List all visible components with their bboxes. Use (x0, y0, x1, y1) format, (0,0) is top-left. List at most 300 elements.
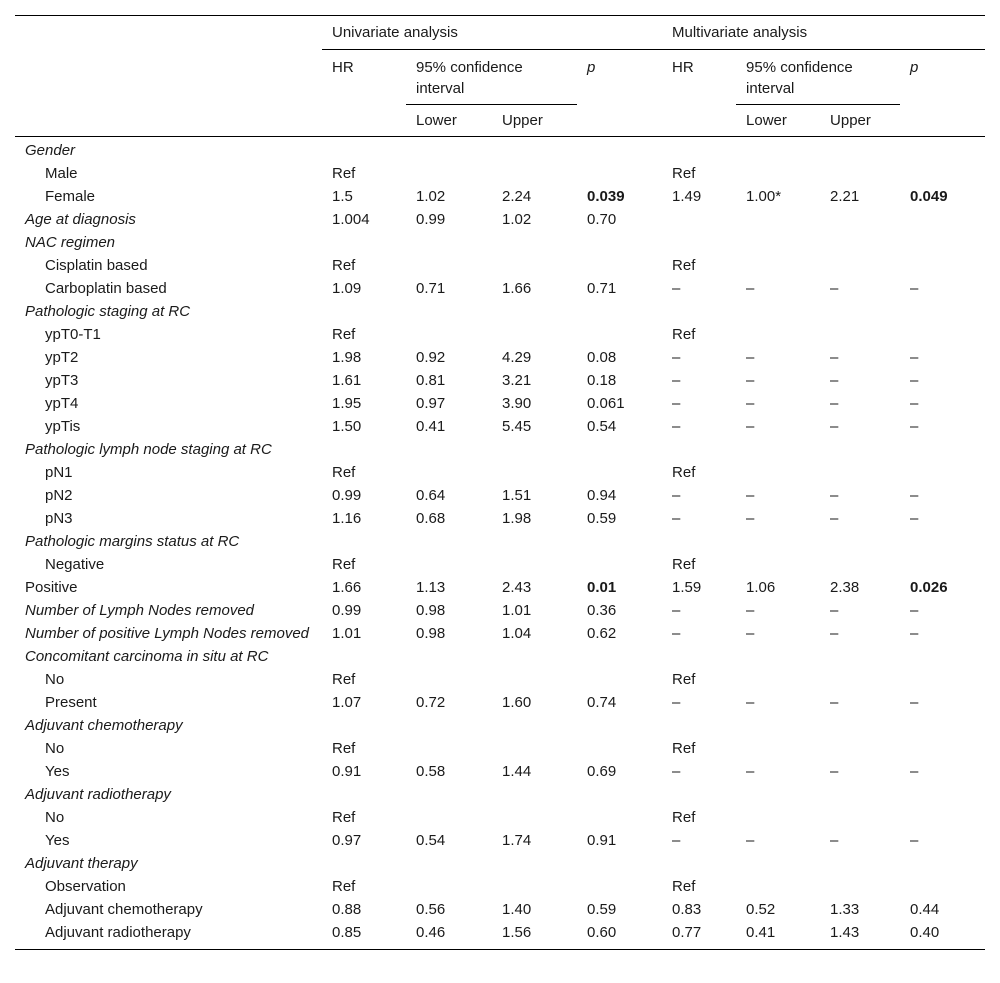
row-label: pN2 (45, 487, 73, 504)
multivariate-p-cell: – (910, 625, 919, 642)
section-row (15, 300, 985, 323)
multivariate-upper-cell (820, 668, 900, 691)
univariate-hr-cell (322, 530, 406, 553)
multivariate-hr-cell: – (672, 349, 681, 366)
multivariate-p-cell: – (910, 349, 919, 366)
multivariate-p-cell (900, 737, 985, 760)
row-label: Adjuvant chemotherapy (45, 901, 203, 918)
univariate-p-header: p (577, 50, 662, 137)
univariate-hr-cell: 1.98 (332, 349, 362, 366)
multivariate-hr-cell: – (672, 510, 681, 527)
row-label: ypT4 (45, 395, 79, 412)
multivariate-p-cell (900, 852, 985, 875)
univariate-p-cell (577, 875, 662, 898)
univariate-p-cell (577, 806, 662, 829)
multivariate-upper-cell: – (830, 418, 839, 435)
section-row (15, 231, 985, 254)
multivariate-hr-cell: 0.77 (662, 921, 736, 950)
row-label: Carboplatin based (45, 280, 167, 297)
row-label: Female (45, 188, 96, 205)
univariate-p-cell (577, 137, 662, 163)
univariate-lower-cell (406, 162, 492, 185)
table-row (15, 737, 985, 760)
multivariate-hr-cell: Ref (672, 740, 696, 757)
univariate-lower-cell (406, 553, 492, 576)
multivariate-lower-cell (736, 806, 820, 829)
multivariate-p-cell (900, 300, 985, 323)
table-row (15, 507, 985, 530)
univariate-lower-cell: 0.98 (416, 602, 446, 619)
univariate-upper-cell (492, 783, 577, 806)
multivariate-lower-cell (736, 300, 820, 323)
univariate-hr-cell: 0.99 (332, 602, 362, 619)
univariate-p-cell: 0.94 (587, 487, 617, 504)
multivariate-lower-cell: – (746, 349, 755, 366)
multivariate-lower-cell (736, 137, 820, 163)
multivariate-lower-cell (736, 162, 820, 185)
row-label: Yes (45, 763, 70, 780)
univariate-p-cell: 0.01 (587, 579, 617, 596)
multivariate-p-cell: – (910, 694, 919, 711)
section-label: Adjuvant radiotherapy (25, 786, 171, 803)
multivariate-p-cell: – (910, 395, 919, 412)
multivariate-upper-cell: – (830, 832, 839, 849)
multivariate-upper-cell (820, 461, 900, 484)
univariate-upper-cell: 2.24 (502, 188, 532, 205)
multivariate-hr-cell: 1.49 (672, 188, 702, 205)
row-label: Negative (45, 556, 105, 573)
multivariate-header: Multivariate analysis (662, 16, 985, 50)
univariate-ci-header: 95% confidence interval (406, 50, 577, 105)
multivariate-upper-cell (820, 231, 900, 254)
univariate-hr-cell: Ref (332, 740, 356, 757)
multivariate-ci-header: 95% confidence interval (736, 50, 900, 105)
univariate-upper-cell (492, 668, 577, 691)
univariate-upper-cell (492, 806, 577, 829)
univariate-lower-cell: 0.71 (416, 280, 446, 297)
multivariate-hr-cell: – (672, 625, 681, 642)
univariate-p-cell (577, 254, 662, 277)
table-row (15, 461, 985, 484)
univariate-upper-cell: 1.60 (502, 694, 532, 711)
section-label: Adjuvant therapy (25, 855, 138, 872)
section-row (15, 137, 985, 163)
univariate-p-cell: 0.18 (587, 372, 617, 389)
multivariate-upper-cell: 1.33 (830, 901, 860, 918)
multivariate-p-cell: 0.44 (910, 901, 940, 918)
univariate-lower-cell: 1.02 (416, 188, 446, 205)
row-label: Cisplatin based (45, 257, 148, 274)
section-label: Pathologic staging at RC (25, 303, 191, 320)
multivariate-lower-cell (736, 231, 820, 254)
multivariate-lower-cell: – (746, 763, 755, 780)
multivariate-hr-cell (662, 300, 736, 323)
multivariate-upper-cell: – (830, 510, 839, 527)
multivariate-upper-cell (820, 254, 900, 277)
multivariate-p-cell: – (910, 372, 919, 389)
univariate-hr-cell: Ref (332, 878, 356, 895)
multivariate-upper-cell: – (830, 280, 839, 297)
multivariate-hr-header: HR (662, 50, 736, 137)
univariate-p-cell (577, 645, 662, 668)
univariate-upper-cell (492, 553, 577, 576)
multivariate-lower-cell: – (746, 694, 755, 711)
univariate-upper-cell: 1.40 (502, 901, 532, 918)
multivariate-lower-cell: 0.52 (746, 901, 776, 918)
univariate-p-cell (577, 162, 662, 185)
univariate-upper-cell: 1.02 (502, 211, 532, 228)
univariate-lower-cell (406, 530, 492, 553)
multivariate-lower-cell (736, 668, 820, 691)
univariate-hr-cell: 1.50 (332, 418, 362, 435)
multivariate-upper-cell (820, 300, 900, 323)
row-label: Adjuvant radiotherapy (15, 921, 322, 950)
multivariate-upper-cell (820, 737, 900, 760)
univariate-hr-cell: 1.01 (332, 625, 362, 642)
univariate-hr-cell: 1.07 (332, 694, 362, 711)
multivariate-lower-cell (736, 530, 820, 553)
univariate-p-cell (577, 668, 662, 691)
row-label: Yes (45, 832, 70, 849)
univariate-hr-cell: Ref (332, 809, 356, 826)
multivariate-upper-cell (820, 852, 900, 875)
multivariate-lower-header: Lower (736, 105, 820, 137)
univariate-lower-cell: 0.98 (416, 625, 446, 642)
univariate-header: Univariate analysis (322, 16, 662, 50)
multivariate-p-cell (900, 783, 985, 806)
univariate-hr-header: HR (322, 50, 406, 137)
section-row (15, 714, 985, 737)
multivariate-hr-cell: Ref (672, 464, 696, 481)
row-label: ypT3 (45, 372, 79, 389)
univariate-upper-cell (492, 162, 577, 185)
table-header (15, 16, 985, 137)
multivariate-lower-cell: – (746, 487, 755, 504)
multivariate-lower-cell (736, 737, 820, 760)
multivariate-p-cell (900, 137, 985, 163)
univariate-lower-cell (406, 806, 492, 829)
multivariate-hr-cell (662, 137, 736, 163)
univariate-upper-cell (492, 254, 577, 277)
multivariate-hr-cell: – (672, 763, 681, 780)
univariate-hr-cell: 0.97 (332, 832, 362, 849)
univariate-p-cell: 0.62 (587, 625, 617, 642)
multivariate-p-cell (900, 461, 985, 484)
table-row (15, 484, 985, 507)
univariate-hr-cell: 0.99 (332, 487, 362, 504)
univariate-p-cell (577, 530, 662, 553)
univariate-lower-cell: 1.13 (416, 579, 446, 596)
univariate-p-cell: 0.039 (587, 188, 625, 205)
univariate-p-cell: 0.59 (587, 901, 617, 918)
header-blank (15, 105, 322, 137)
multivariate-upper-cell: – (830, 602, 839, 619)
multivariate-upper-cell: – (830, 763, 839, 780)
univariate-upper-cell: 4.29 (502, 349, 532, 366)
univariate-upper-cell: 1.66 (502, 280, 532, 297)
univariate-upper-cell (492, 137, 577, 163)
multivariate-p-cell: – (910, 763, 919, 780)
multivariate-upper-cell (820, 323, 900, 346)
univariate-p-cell: 0.60 (577, 921, 662, 950)
univariate-lower-cell (406, 254, 492, 277)
univariate-hr-cell: 1.66 (332, 579, 362, 596)
univariate-hr-cell: Ref (332, 556, 356, 573)
multivariate-upper-cell (820, 806, 900, 829)
univariate-hr-cell: Ref (332, 464, 356, 481)
univariate-upper-cell (492, 231, 577, 254)
multivariate-p-cell (900, 668, 985, 691)
univariate-hr-cell: 0.85 (322, 921, 406, 950)
multivariate-lower-cell: – (746, 602, 755, 619)
section-label: Adjuvant chemotherapy (25, 717, 183, 734)
univariate-p-cell: 0.59 (587, 510, 617, 527)
multivariate-upper-cell (820, 208, 900, 231)
multivariate-lower-cell (736, 208, 820, 231)
univariate-upper-cell (492, 530, 577, 553)
univariate-upper-cell: 1.51 (502, 487, 532, 504)
table-row (15, 185, 985, 208)
section-row (15, 852, 985, 875)
section-label: Gender (25, 142, 76, 159)
univariate-p-cell: 0.061 (587, 395, 625, 412)
univariate-hr-cell (322, 714, 406, 737)
univariate-p-cell (577, 438, 662, 461)
multivariate-upper-cell (820, 553, 900, 576)
row-label: Male (45, 165, 78, 182)
section-label: Concomitant carcinoma in situ at RC (25, 648, 269, 665)
univariate-p-cell: 0.54 (587, 418, 617, 435)
multivariate-upper-cell (820, 783, 900, 806)
multivariate-lower-cell: – (746, 372, 755, 389)
multivariate-lower-cell: – (746, 395, 755, 412)
multivariate-hr-cell: – (672, 280, 681, 297)
multivariate-upper-cell: 2.38 (830, 579, 860, 596)
multivariate-lower-cell (736, 254, 820, 277)
section-row (15, 530, 985, 553)
multivariate-lower-cell (736, 645, 820, 668)
header-corner (15, 16, 322, 50)
univariate-lower-cell: 0.56 (416, 901, 446, 918)
multivariate-hr-cell: – (672, 395, 681, 412)
multivariate-hr-cell: – (672, 694, 681, 711)
row-label: No (45, 809, 65, 826)
table-row (15, 553, 985, 576)
univariate-hr-cell: 1.95 (332, 395, 362, 412)
univariate-p-cell: 0.71 (587, 280, 617, 297)
row-label: ypT0-T1 (45, 326, 101, 343)
multivariate-upper-cell: – (830, 694, 839, 711)
multivariate-upper-cell: 1.43 (820, 921, 900, 950)
table-row (15, 369, 985, 392)
multivariate-hr-cell (662, 438, 736, 461)
multivariate-p-header: p (900, 50, 985, 137)
univariate-hr-cell (322, 783, 406, 806)
univariate-hr-cell (322, 231, 406, 254)
multivariate-p-cell (900, 208, 985, 231)
univariate-p-cell: 0.69 (587, 763, 617, 780)
multivariate-hr-cell: – (672, 832, 681, 849)
univariate-p-cell (577, 231, 662, 254)
multivariate-upper-cell: – (830, 395, 839, 412)
multivariate-p-cell: – (910, 280, 919, 297)
univariate-lower-cell: 0.58 (416, 763, 446, 780)
multivariate-hr-cell: Ref (672, 165, 696, 182)
univariate-hr-cell: 1.5 (332, 188, 353, 205)
section-row (15, 208, 985, 231)
univariate-upper-cell (492, 300, 577, 323)
multivariate-lower-cell: – (746, 510, 755, 527)
multivariate-lower-cell: – (746, 625, 755, 642)
multivariate-hr-cell: 1.59 (672, 579, 702, 596)
multivariate-hr-cell (662, 852, 736, 875)
univariate-lower-cell: 0.81 (416, 372, 446, 389)
multivariate-p-cell: 0.049 (910, 188, 948, 205)
univariate-p-cell (577, 714, 662, 737)
univariate-upper-cell: 5.45 (502, 418, 532, 435)
table-row (15, 277, 985, 300)
univariate-p-cell: 0.70 (587, 211, 617, 228)
multivariate-lower-cell (736, 438, 820, 461)
univariate-hr-cell: Ref (332, 165, 356, 182)
multivariate-p-cell (900, 806, 985, 829)
table-row (15, 576, 985, 599)
table-row (15, 921, 985, 950)
multivariate-p-cell: – (910, 832, 919, 849)
univariate-lower-cell: 0.92 (416, 349, 446, 366)
multivariate-p-cell (900, 162, 985, 185)
multivariate-lower-cell: 1.06 (746, 579, 776, 596)
table-row (15, 898, 985, 921)
univariate-hr-cell (322, 438, 406, 461)
univariate-lower-cell (406, 852, 492, 875)
univariate-upper-cell: 1.04 (502, 625, 532, 642)
multivariate-hr-cell (662, 645, 736, 668)
row-label: pN3 (45, 510, 73, 527)
section-row (15, 599, 985, 622)
multivariate-lower-cell (736, 461, 820, 484)
multivariate-lower-cell (736, 714, 820, 737)
univariate-hr-cell: 1.004 (332, 211, 370, 228)
table-row (15, 254, 985, 277)
hazard-ratio-table (15, 15, 985, 950)
table-row (15, 323, 985, 346)
univariate-upper-cell: 1.01 (502, 602, 532, 619)
multivariate-upper-cell (820, 137, 900, 163)
section-label: Number of Lymph Nodes removed (25, 602, 254, 619)
section-label: Number of positive Lymph Nodes removed (25, 625, 310, 642)
univariate-upper-cell: 2.43 (502, 579, 532, 596)
multivariate-p-cell: – (910, 510, 919, 527)
multivariate-p-cell (900, 530, 985, 553)
univariate-p-cell (577, 783, 662, 806)
univariate-p-cell (577, 323, 662, 346)
multivariate-upper-header: Upper (820, 105, 900, 137)
multivariate-p-cell: 0.40 (900, 921, 985, 950)
univariate-upper-cell (492, 323, 577, 346)
multivariate-lower-cell: – (746, 832, 755, 849)
table-row (15, 875, 985, 898)
univariate-hr-cell (322, 300, 406, 323)
univariate-lower-cell: 0.99 (416, 211, 446, 228)
univariate-p-cell (577, 300, 662, 323)
univariate-lower-cell (406, 737, 492, 760)
multivariate-upper-cell (820, 645, 900, 668)
multivariate-hr-cell (662, 783, 736, 806)
multivariate-upper-cell: – (830, 349, 839, 366)
multivariate-upper-cell: – (830, 487, 839, 504)
univariate-p-cell (577, 461, 662, 484)
univariate-lower-cell: 0.41 (416, 418, 446, 435)
univariate-upper-cell: 1.56 (492, 921, 577, 950)
multivariate-hr-cell: Ref (672, 257, 696, 274)
univariate-upper-cell: 1.44 (502, 763, 532, 780)
multivariate-p-cell (900, 714, 985, 737)
table-row (15, 760, 985, 783)
multivariate-hr-cell: Ref (672, 326, 696, 343)
univariate-upper-cell: 1.98 (502, 510, 532, 527)
univariate-upper-cell: 3.90 (502, 395, 532, 412)
multivariate-upper-cell (820, 875, 900, 898)
univariate-hr-cell: 0.88 (332, 901, 362, 918)
section-row (15, 622, 985, 645)
multivariate-p-cell: – (910, 487, 919, 504)
univariate-hr-cell: 1.61 (332, 372, 362, 389)
row-label: Observation (45, 878, 126, 895)
multivariate-p-cell (900, 645, 985, 668)
univariate-lower-cell (406, 714, 492, 737)
multivariate-lower-cell: – (746, 280, 755, 297)
univariate-hr-cell: 0.91 (332, 763, 362, 780)
univariate-lower-cell (406, 783, 492, 806)
univariate-lower-cell (406, 137, 492, 163)
section-row (15, 645, 985, 668)
multivariate-p-cell (900, 875, 985, 898)
section-row (15, 438, 985, 461)
multivariate-p-cell (900, 254, 985, 277)
multivariate-hr-cell: Ref (672, 671, 696, 688)
multivariate-lower-cell (736, 875, 820, 898)
table-row (15, 392, 985, 415)
univariate-lower-cell: 0.54 (416, 832, 446, 849)
multivariate-lower-cell: 1.00* (746, 188, 782, 205)
multivariate-lower-cell: 0.41 (736, 921, 820, 950)
multivariate-hr-cell: – (672, 602, 681, 619)
univariate-hr-cell (322, 645, 406, 668)
section-row (15, 783, 985, 806)
header-blank (15, 50, 322, 105)
univariate-lower-cell (406, 300, 492, 323)
table-body (15, 137, 985, 950)
univariate-lower-cell (406, 668, 492, 691)
univariate-p-cell: 0.36 (587, 602, 617, 619)
multivariate-hr-cell: Ref (672, 878, 696, 895)
univariate-lower-header: Lower (406, 105, 492, 137)
univariate-p-cell (577, 737, 662, 760)
univariate-lower-cell (406, 461, 492, 484)
multivariate-hr-cell: – (672, 372, 681, 389)
univariate-lower-cell (406, 231, 492, 254)
multivariate-hr-cell (662, 231, 736, 254)
multivariate-upper-cell: – (830, 372, 839, 389)
multivariate-hr-cell (662, 208, 736, 231)
table-row (15, 829, 985, 852)
multivariate-lower-cell (736, 553, 820, 576)
section-label: NAC regimen (25, 234, 116, 251)
univariate-hr-cell: 1.16 (332, 510, 362, 527)
univariate-upper-cell (492, 714, 577, 737)
multivariate-lower-cell (736, 783, 820, 806)
